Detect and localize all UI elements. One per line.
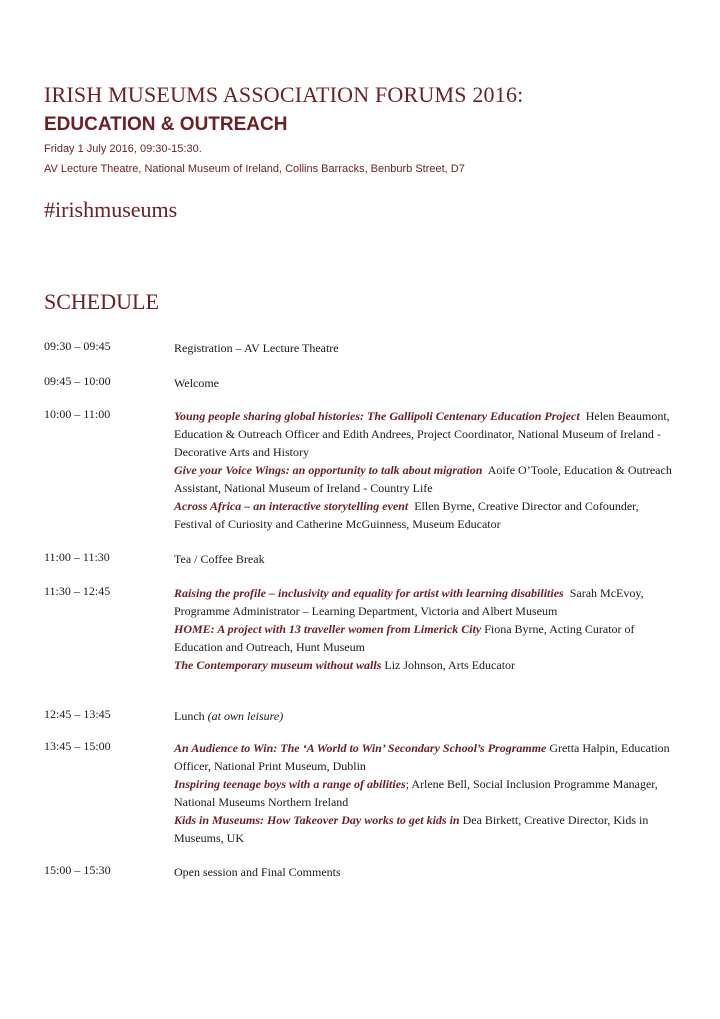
talk-entry <box>174 620 674 656</box>
talk-title: The Contemporary museum without walls <box>174 658 382 672</box>
row-time: 13:45 – 15:00 <box>44 739 111 753</box>
row-talks <box>174 584 674 674</box>
talk-title: Across Africa – an interactive storytelling event <box>174 499 409 513</box>
event-venue: AV Lecture Theatre, National Museum of Ireland, Collins Barracks, Benburb Street, D7 <box>44 163 465 175</box>
talk-entry <box>174 775 674 811</box>
row-talks <box>174 739 674 847</box>
talk-speaker: Ellen Byrne, Creative Director and Cofounder, Festival of Curiosity and Catherine McGuinness, Museum Educator <box>174 499 639 531</box>
schedule-heading: SCHEDULE <box>44 289 159 314</box>
talk-entry <box>174 656 674 674</box>
row-time: 15:00 – 15:30 <box>44 863 111 877</box>
talk-speaker: Fiona Byrne, Acting Curator of Education and Outreach, Hunt Museum <box>174 622 635 654</box>
row-time: 10:00 – 11:00 <box>44 407 111 421</box>
event-date: Friday 1 July 2016, 09:30-15:30. <box>44 143 202 155</box>
hashtag: #irishmuseums <box>44 197 178 222</box>
talk-entry <box>174 497 674 533</box>
talk-entry <box>174 811 674 847</box>
talk-entry <box>174 461 674 497</box>
talk-speaker: Helen Beaumont, Education & Outreach Officer and Edith Andrees, Project Coordinator, National Museum of Ireland - Decorative Arts and History <box>174 409 670 459</box>
talk-title: Give your Voice Wings: an opportunity to talk about migration <box>174 463 483 477</box>
talk-entry <box>174 584 674 620</box>
row-text <box>174 707 674 725</box>
talk-title: Raising the profile – inclusivity and equality for artist with learning disabilities <box>174 586 564 600</box>
page-title: IRISH MUSEUMS ASSOCIATION FORUMS 2016: <box>44 82 524 107</box>
row-text: Tea / Coffee Break <box>174 552 265 566</box>
lunch-note: (at own leisure) <box>207 709 284 723</box>
row-time: 12:45 – 13:45 <box>44 707 111 721</box>
talk-title: Kids in Museums: How Takeover Day works to get kids in <box>174 813 460 827</box>
row-text: Open session and Final Comments <box>174 865 341 879</box>
talk-title: Young people sharing global histories: The Gallipoli Centenary Education Project <box>174 409 580 423</box>
row-time: 11:00 – 11:30 <box>44 550 110 564</box>
row-time: 09:30 – 09:45 <box>44 339 111 353</box>
row-talks <box>174 407 674 533</box>
talk-speaker: Gretta Halpin, Education Officer, National Print Museum, Dublin <box>174 741 670 773</box>
lunch-label: Lunch <box>174 709 205 723</box>
talk-entry <box>174 407 674 461</box>
row-time: 09:45 – 10:00 <box>44 374 111 388</box>
talk-speaker: Liz Johnson, Arts Educator <box>384 658 516 672</box>
page-subtitle: EDUCATION & OUTREACH <box>44 114 288 135</box>
talk-title: An Audience to Win: The ‘A World to Win’ Secondary School’s Programme <box>174 741 547 755</box>
talk-title: HOME: A project with 13 traveller women from Limerick City <box>174 622 482 636</box>
talk-speaker: Dea Birkett, Creative Director, Kids in Museums, UK <box>174 813 649 845</box>
talk-speaker: ; Arlene Bell, Social Inclusion Programme Manager, National Museums Northern Ireland <box>174 777 658 809</box>
row-text: Welcome <box>174 376 220 390</box>
talk-entry <box>174 739 674 775</box>
row-text: Registration – AV Lecture Theatre <box>174 341 339 355</box>
talk-speaker: Aoife O’Toole, Education & Outreach Assistant, National Museum of Ireland - Country Life <box>174 463 672 495</box>
row-time: 11:30 – 12:45 <box>44 584 111 598</box>
talk-speaker: Sarah McEvoy, Programme Administrator – Learning Department, Victoria and Albert Museum <box>174 586 644 618</box>
talk-title: Inspiring teenage boys with a range of abilities <box>174 777 406 791</box>
